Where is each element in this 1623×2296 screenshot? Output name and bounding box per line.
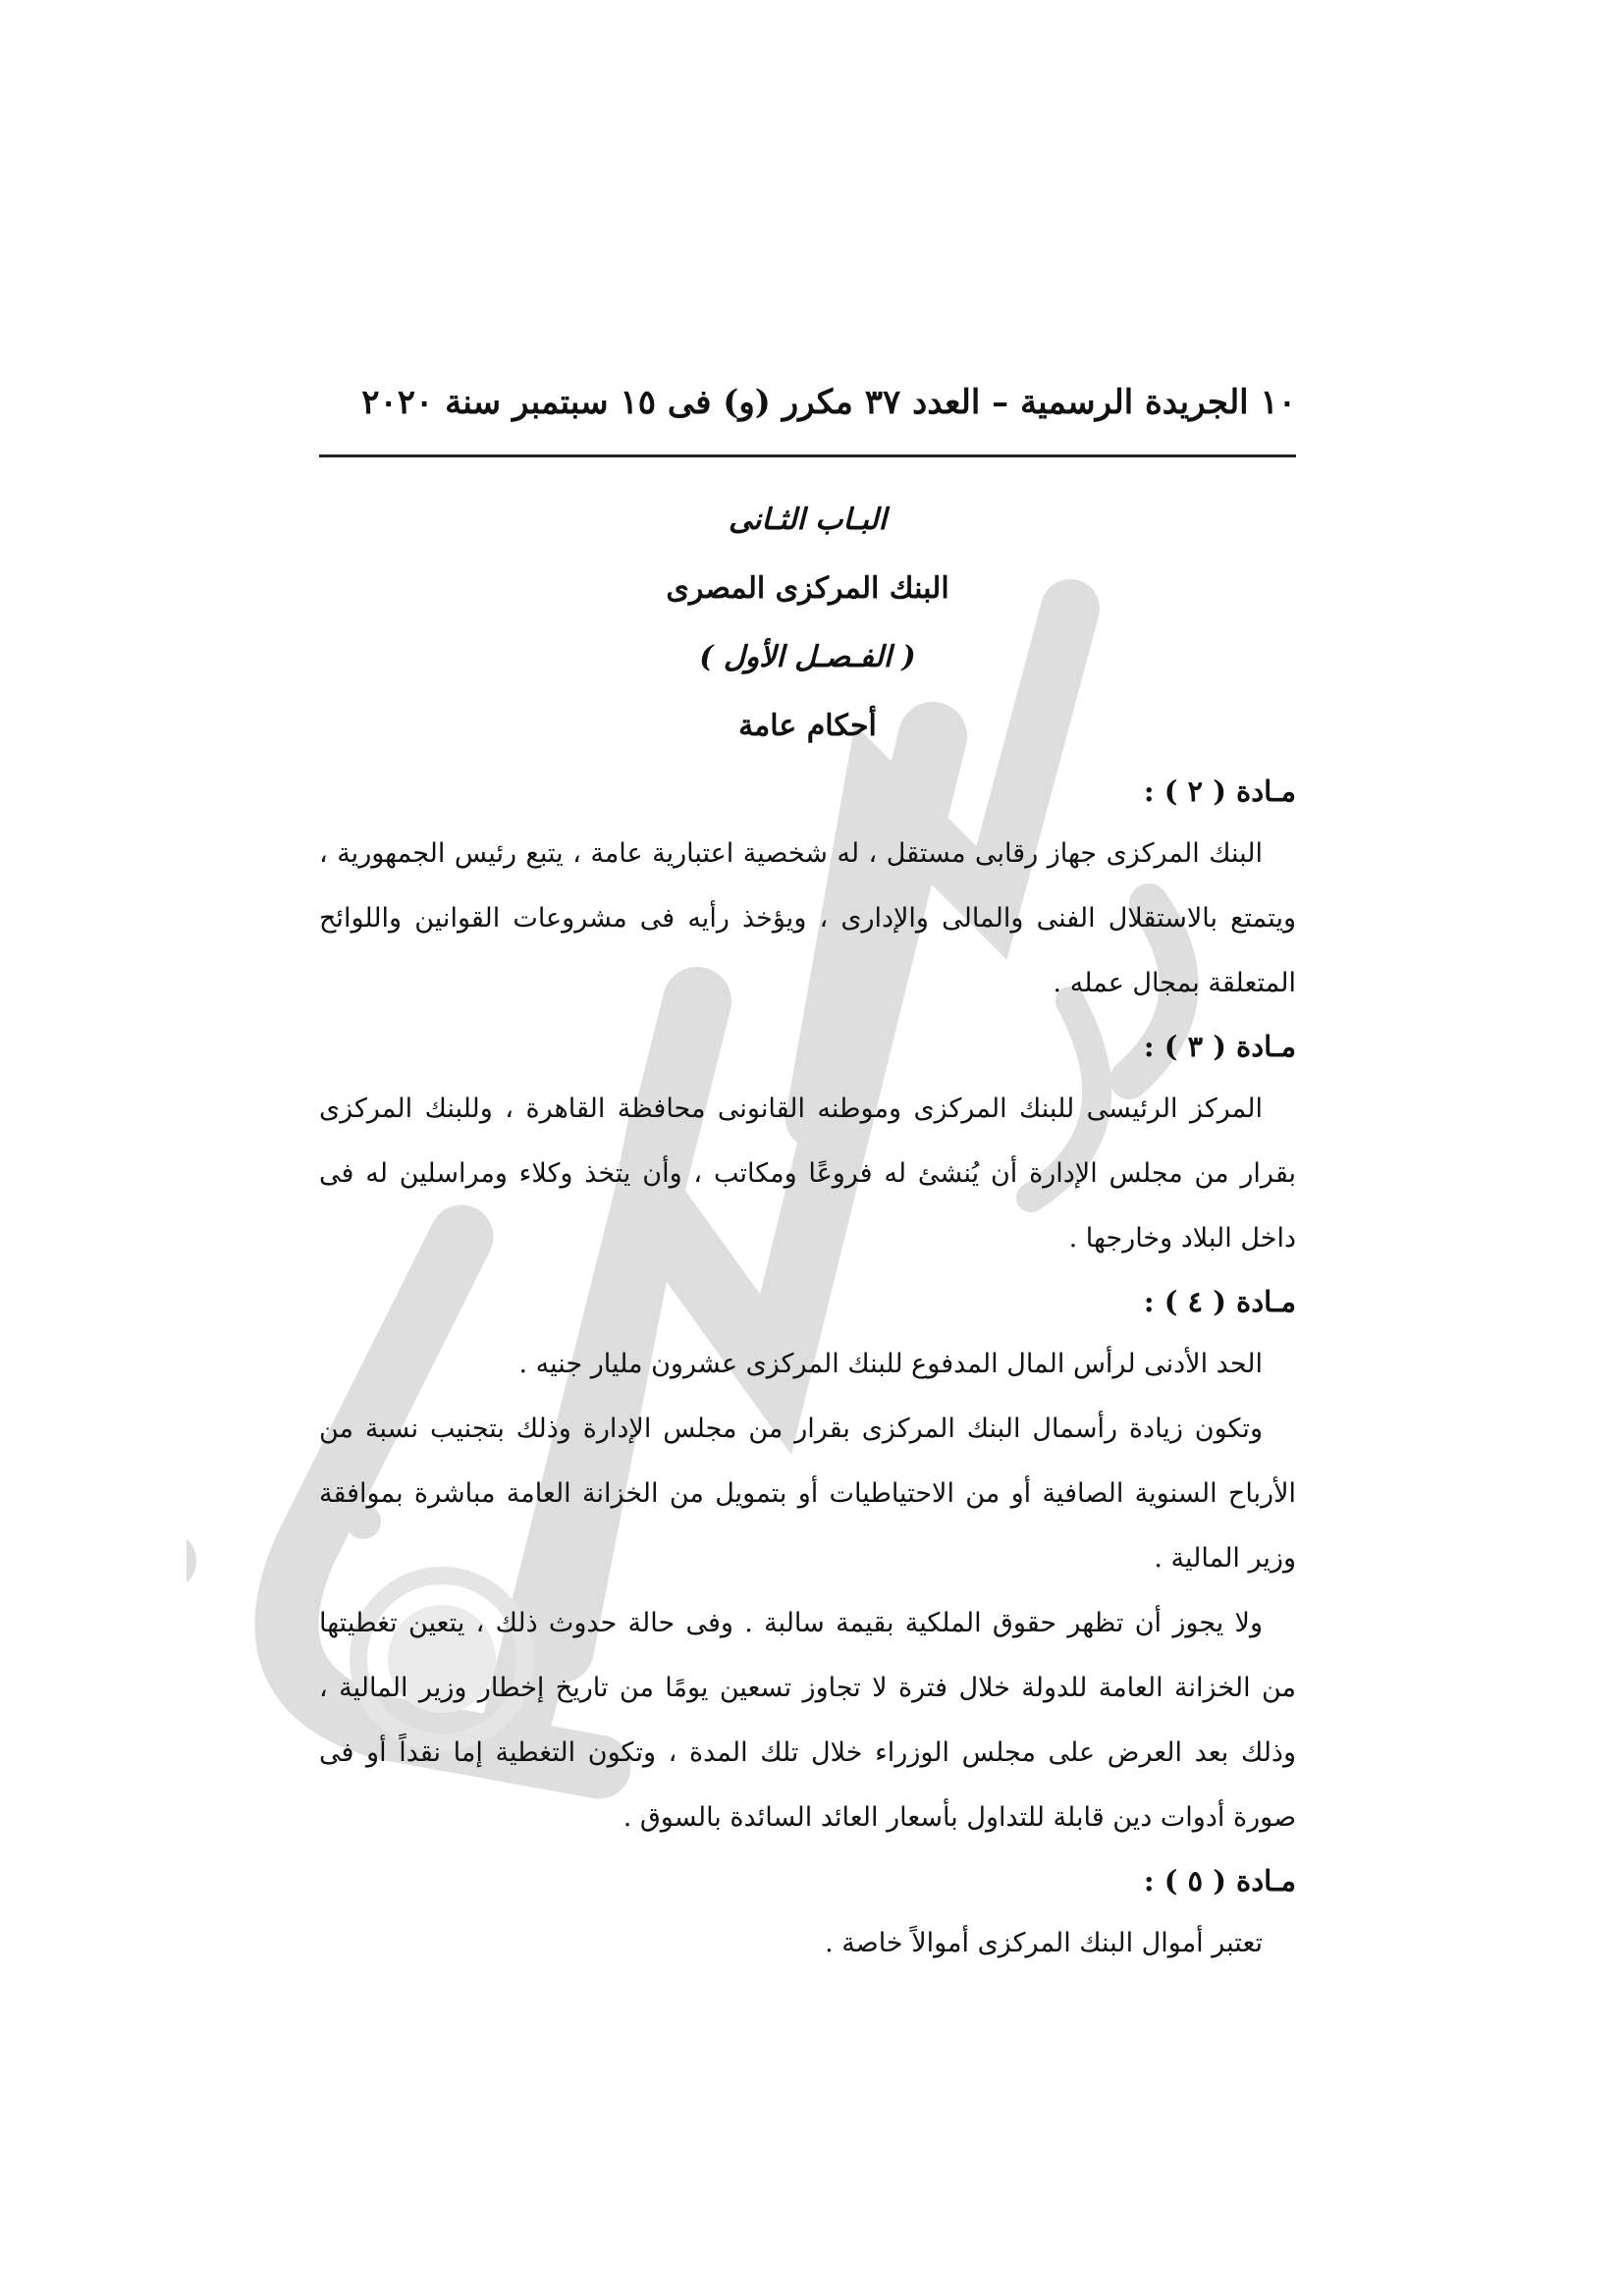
article-paragraph: وتكون زيادة رأسمال البنك المركزى بقرار من مجلس الإدارة وذلك بتجنيب نسبة من الأرباح السنوية الصافية أو من الاحتياطيات أو بتمويل من الخزانة العامة مباشرة بموافقة وزير المالية . [319, 1414, 1296, 1574]
article-paragraph: ولا يجوز أن تظهر حقوق الملكية بقيمة سالبة . وفى حالة حدوث ذلك ، يتعين تغطيتها من الخزانة العامة للدولة خلال فترة لا تجاوز تسعين يومًا من تاريخ إخطار وزير المالية ، وذلك بعد العرض على مجلس الوزراء خلال تلك المدة ، وتكون التغطية إما نقداً أو فى صورة أدوات دين قابلة للتداول بأسعار العائد السائدة بالسوق . [319, 1608, 1296, 1833]
part-title: البـاب الثـانى [729, 503, 887, 537]
article-paragraph: تعتبر أموال البنك المركزى أموالاً خاصة . [825, 1928, 1263, 1958]
article-title: مـادة ( ٢ ) : [1143, 774, 1296, 808]
article-paragraph: البنك المركزى جهاز رقابى مستقل ، له شخصية اعتبارية عامة ، يتبع رئيس الجمهورية ، ويتمتع بالاستقلال الفنى والمالى والإدارى ، ويؤخذ رأيه فى مشروعات القوانين واللوائح المتعلقة بمجال عمله . [319, 838, 1296, 998]
document-body [319, 486, 1296, 1976]
chapter-title: ( الفـصـل الأول ) [699, 640, 916, 674]
header-text: ١٠ الجريدة الرسمية – العدد ٣٧ مكرر (و) فى ١٥ سبتمبر سنة ٢٠٢٠ [361, 383, 1296, 422]
article-title: مـادة ( ٤ ) : [1143, 1285, 1296, 1318]
general-provisions-title: أحكام عامة [738, 709, 877, 743]
bank-title: البنك المركزى المصرى [666, 571, 949, 606]
article-title: مـادة ( ٣ ) : [1143, 1030, 1296, 1063]
header-divider [319, 454, 1296, 457]
article-paragraph: المركز الرئيسى للبنك المركزى وموطنه القانونى محافظة القاهرة ، وللبنك المركزى بقرار من مجلس الإدارة أن يُنشئ له فروعًا ومكاتب ، وأن يتخذ وكلاء ومراسلين له فى داخل البلاد وخارجها . [319, 1094, 1296, 1254]
gazette-header [314, 383, 1296, 452]
article-paragraph: الحد الأدنى لرأس المال المدفوع للبنك المركزى عشرون مليار جنيه . [518, 1349, 1263, 1379]
article-title: مـادة ( ٥ ) : [1143, 1864, 1296, 1897]
